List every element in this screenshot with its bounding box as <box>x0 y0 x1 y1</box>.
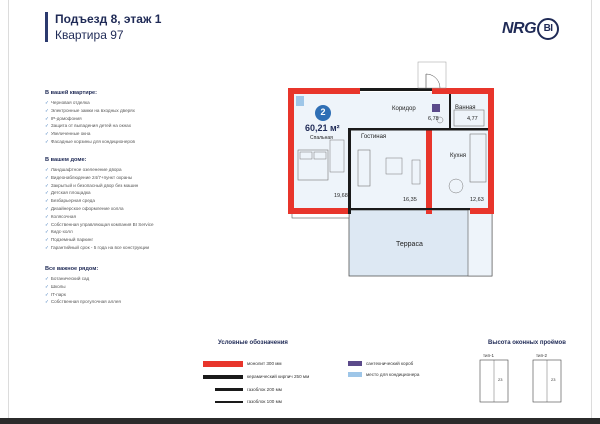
list-item: ✓ Детская площадка <box>45 190 91 196</box>
window-type2-label: тип-2 <box>536 353 548 358</box>
living-label: Гостиная <box>361 134 387 140</box>
section-title-nearby: Все важное рядом: <box>45 266 99 272</box>
list-item: ✓ Фасадные корзины для кондиционеров <box>45 138 135 144</box>
list-item: ✓ Безбарьерная среда <box>45 198 95 204</box>
legend-item-monolith: монолит 300 мм <box>203 361 282 367</box>
check-icon: ✓ <box>45 182 49 188</box>
check-icon: ✓ <box>45 100 49 105</box>
check-icon: ✓ <box>45 131 49 137</box>
section-title-apartment: В вашей квартире: <box>45 90 98 96</box>
list-item: ✓ Закрытый и безопасный двор без машин <box>45 182 139 188</box>
apartment-area: 60,21 м² <box>305 123 340 133</box>
window-type1-height: 23 <box>498 377 503 382</box>
corridor-label: Коридор <box>392 106 416 112</box>
legend-item-gasblock-100: газоблок 100 мм <box>203 399 282 404</box>
apartment-number: Квартира 97 <box>55 28 124 42</box>
list-item: ✓ Школы <box>45 283 66 289</box>
bathroom-area: 4,77 <box>467 116 478 122</box>
check-icon: ✓ <box>45 291 49 297</box>
rooms-count: 2 <box>320 107 326 117</box>
list-item: ✓ Дизайнерское оформление холла <box>45 205 124 211</box>
list-item: ✓ Черновая отделка <box>45 100 90 105</box>
window-type1-label: тип-1 <box>483 353 495 358</box>
list-item: ✓ Ландшафтное озеленение двора <box>45 167 122 172</box>
logo-text: NRG <box>502 20 537 38</box>
list-item: ✓ Колясочная <box>45 213 76 219</box>
legend-item-brick: керамический кирпич 250 мм <box>203 374 309 379</box>
check-icon: ✓ <box>45 299 49 305</box>
bedroom-label: Спальная <box>310 135 333 141</box>
check-icon: ✓ <box>45 115 49 121</box>
list-item: ✓ Подземный паркинг <box>45 237 94 243</box>
check-icon: ✓ <box>45 138 49 144</box>
check-icon: ✓ <box>45 198 49 204</box>
check-icon: ✓ <box>45 221 49 227</box>
list-item: ✓ Защита от выпадения детей на окнах <box>45 123 131 129</box>
check-icon: ✓ <box>45 107 49 113</box>
check-icon: ✓ <box>45 190 49 196</box>
living-area: 16,35 <box>403 197 417 203</box>
list-item: ✓ Гарантийный срок - 5 года на все конструкции <box>45 244 150 250</box>
corridor-area: 6,78 <box>428 116 439 122</box>
list-item: ✓ Собственная прогулочная аллея <box>45 299 121 305</box>
check-icon: ✓ <box>45 276 49 281</box>
list-item: ✓ Кидс-холл <box>45 229 73 235</box>
list-item: ✓ IT-парк <box>45 291 66 297</box>
legend-item-ac: место для кондиционера <box>348 372 419 377</box>
terrace-label: Терраса <box>396 241 423 248</box>
check-icon: ✓ <box>45 283 49 289</box>
check-icon: ✓ <box>45 123 49 129</box>
check-icon: ✓ <box>45 205 49 211</box>
page-title: Подъезд 8, этаж 1 <box>55 12 162 26</box>
window-type2-height: 23 <box>551 377 556 382</box>
bedroom-area: 19,68 <box>334 193 348 199</box>
check-icon: ✓ <box>45 237 49 243</box>
bathroom-label: Ванная <box>455 105 476 111</box>
list-item: ✓ IP-домофония <box>45 115 82 121</box>
check-icon: ✓ <box>45 167 49 172</box>
logo-badge: BI <box>537 18 559 40</box>
list-item: ✓ Видеонаблюдение 24/7+пункт охраны <box>45 174 133 180</box>
list-item: ✓ Собственная управляющая компания BI Service <box>45 221 154 227</box>
list-item: ✓ Электронные замки на входных дверях <box>45 107 135 113</box>
check-icon: ✓ <box>45 174 49 180</box>
list-item: ✓ Ботанический сад <box>45 276 90 281</box>
check-icon: ✓ <box>45 213 49 219</box>
legend-item-gasblock-200: газоблок 200 мм <box>203 387 282 392</box>
check-icon: ✓ <box>45 244 49 250</box>
kitchen-label: Кухня <box>450 153 467 159</box>
legend-item-plumbing: сантехнический короб <box>348 361 413 366</box>
list-item: ✓ Увеличенные окна <box>45 131 91 137</box>
kitchen-area: 12,63 <box>470 197 484 203</box>
window-heights-title: Высота оконных проёмов <box>488 340 566 346</box>
section-title-house: В вашем доме: <box>45 157 87 163</box>
check-icon: ✓ <box>45 229 49 235</box>
legend-title: Условные обозначения <box>218 340 288 346</box>
